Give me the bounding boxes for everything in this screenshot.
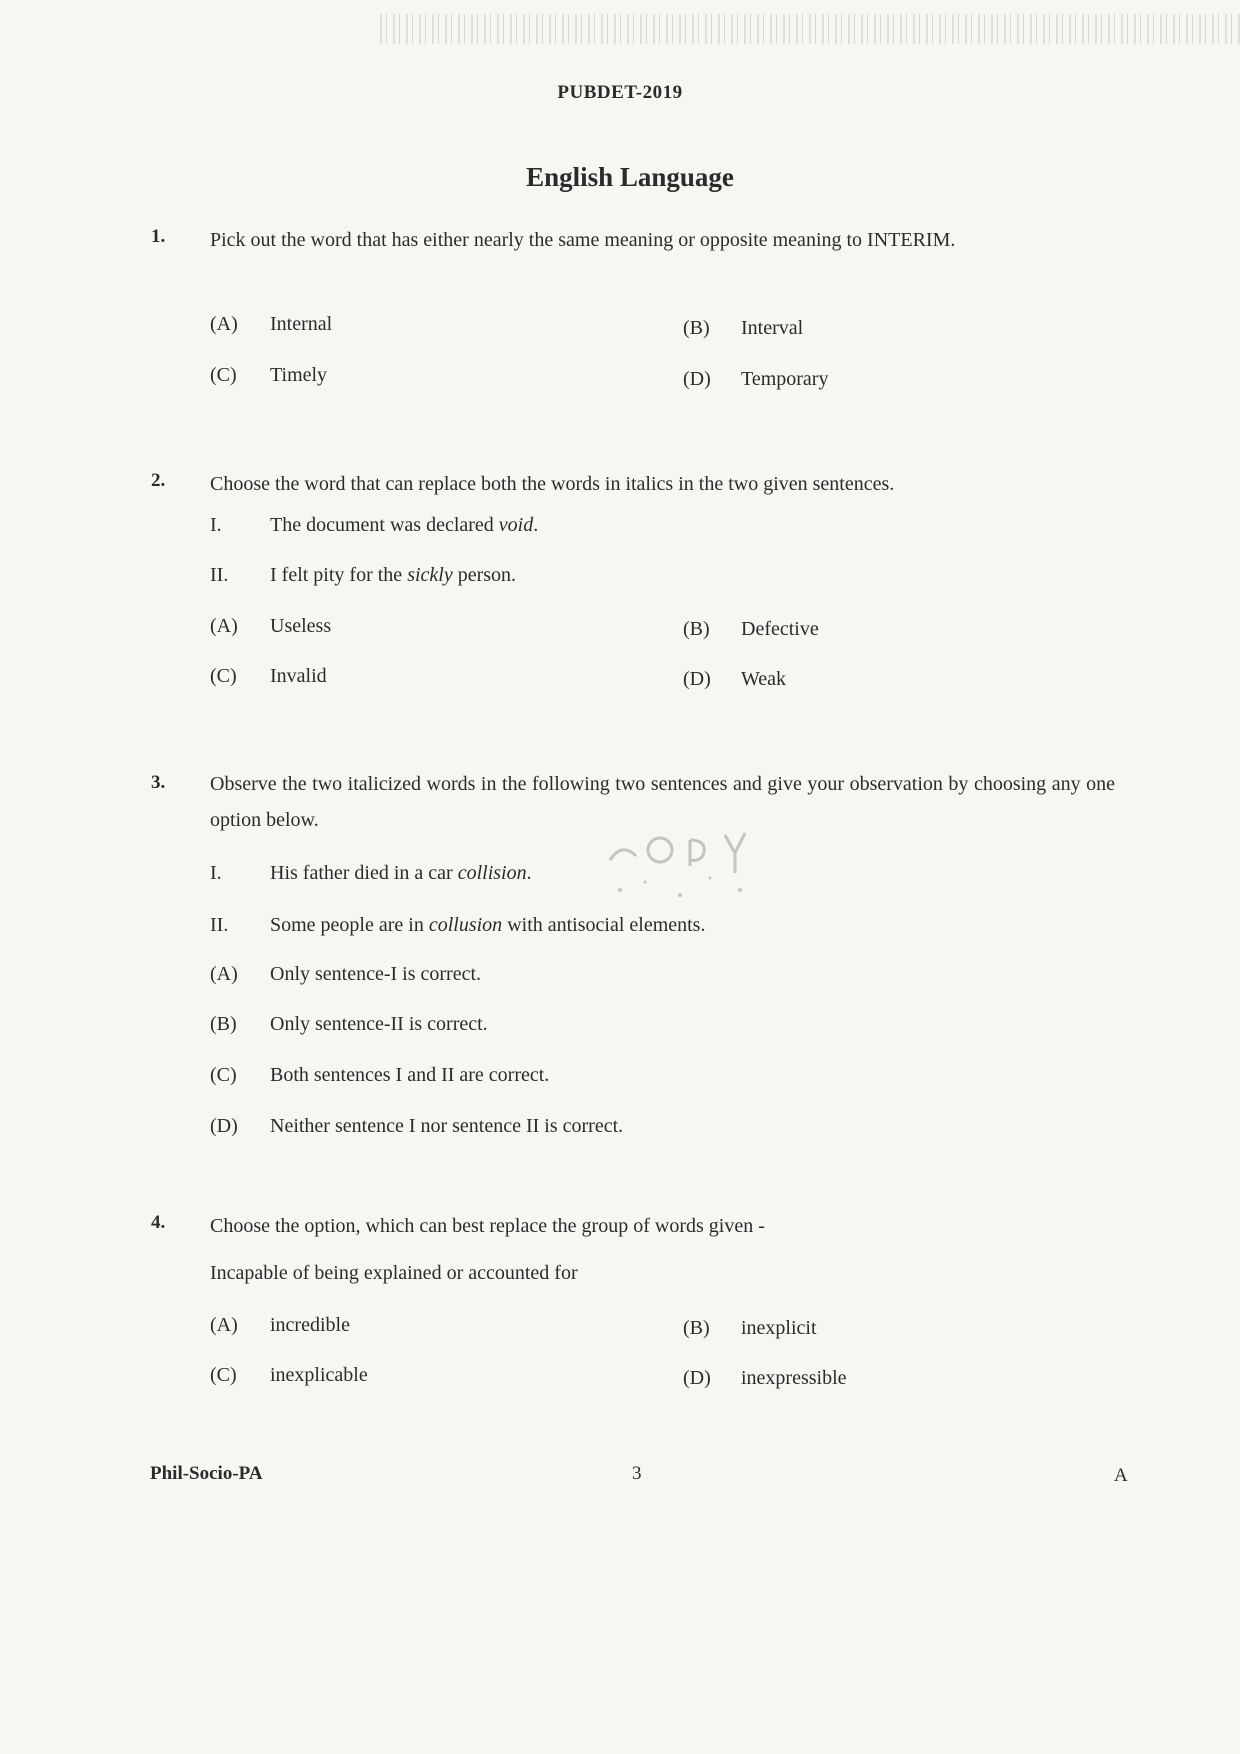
- option-label: (B): [683, 317, 710, 339]
- option-text: incredible: [270, 1314, 350, 1336]
- question-3-option-d: [210, 1115, 623, 1138]
- question-2-text: Choose the word that can replace both the words in italics in the two given sentences.: [210, 473, 895, 495]
- option-text: Internal: [270, 313, 333, 335]
- option-label: (A): [210, 1314, 238, 1336]
- copy-stamp-smudge: [600, 820, 770, 910]
- question-3-statement-1: I. His father died in a car collision.: [210, 862, 532, 884]
- question-4-text: Choose the option, which can best replace the group of words given -: [210, 1215, 765, 1237]
- question-2-option-d: [683, 668, 786, 691]
- question-3-option-b: [210, 1013, 488, 1036]
- question-1-option-d: [683, 368, 828, 391]
- option-text: inexplicable: [270, 1364, 368, 1386]
- question-2-statement-1: I. The document was declared void.: [210, 514, 539, 536]
- option-text: Defective: [741, 618, 819, 640]
- option-label: (A): [210, 313, 238, 335]
- question-4-option-b: [683, 1317, 817, 1340]
- option-text: Only sentence-I is correct.: [270, 963, 482, 985]
- page-number: 3: [632, 1463, 642, 1484]
- option-text: Neither sentence I nor sentence II is correct.: [270, 1115, 624, 1137]
- option-text: Interval: [741, 317, 804, 339]
- option-text: Weak: [741, 668, 787, 690]
- option-label: (A): [210, 615, 238, 637]
- option-text: inexpressible: [741, 1367, 847, 1389]
- option-text: Both sentences I and II are correct.: [270, 1064, 550, 1086]
- question-4-number: 4.: [151, 1212, 166, 1233]
- question-2-number: 2.: [151, 470, 166, 491]
- question-3-option-a: [210, 963, 481, 986]
- option-label: (C): [210, 665, 237, 687]
- question-4-phrase: Incapable of being explained or accounted for: [210, 1262, 578, 1284]
- paper-code: Phil-Socio-PA: [150, 1463, 263, 1484]
- question-3-statement-2: II. Some people are in collusion with antisocial elements.: [210, 914, 706, 936]
- question-1-number: 1.: [151, 226, 166, 247]
- option-text: Only sentence-II is correct.: [270, 1013, 488, 1035]
- question-1-option-c: [210, 364, 327, 387]
- option-label: (D): [683, 1367, 711, 1389]
- option-text: Useless: [270, 615, 332, 637]
- scan-artifact-strip: [380, 14, 1240, 44]
- question-1-text: Pick out the word that has either nearly the same meaning or opposite meaning to INTERIM.: [210, 229, 956, 251]
- option-label: (D): [683, 668, 711, 690]
- question-3-number: 3.: [151, 772, 166, 793]
- option-text: Invalid: [270, 665, 327, 687]
- question-4-option-d: [683, 1367, 847, 1390]
- exam-code: PUBDET-2019: [557, 82, 683, 103]
- option-text: inexplicit: [741, 1317, 817, 1339]
- question-2-option-a: [210, 615, 331, 638]
- question-4-option-a: [210, 1314, 350, 1337]
- question-1-option-a: [210, 313, 332, 336]
- option-label: (D): [683, 368, 711, 390]
- option-label: (D): [210, 1115, 238, 1137]
- question-3-text: Observe the two italicized words in the following two sentences and give your observation by choosing any one option below.: [210, 773, 1115, 831]
- question-2-statement-2: II. I felt pity for the sickly person.: [210, 564, 517, 586]
- option-label: (A): [210, 963, 238, 985]
- question-3-option-c: [210, 1064, 549, 1087]
- question-1-option-b: [683, 317, 803, 340]
- option-label: (B): [683, 1317, 710, 1339]
- option-label: (C): [210, 1064, 237, 1086]
- paper-set: A: [1114, 1465, 1128, 1486]
- question-2-option-c: [210, 665, 327, 688]
- option-label: (C): [210, 1364, 237, 1386]
- section-title: English Language: [526, 162, 734, 192]
- option-text: Temporary: [741, 368, 829, 390]
- option-text: Timely: [270, 364, 328, 386]
- option-label: (C): [210, 364, 237, 386]
- option-label: (B): [210, 1013, 237, 1035]
- question-2-option-b: [683, 618, 819, 641]
- option-label: (B): [683, 618, 710, 640]
- question-4-option-c: [210, 1364, 368, 1387]
